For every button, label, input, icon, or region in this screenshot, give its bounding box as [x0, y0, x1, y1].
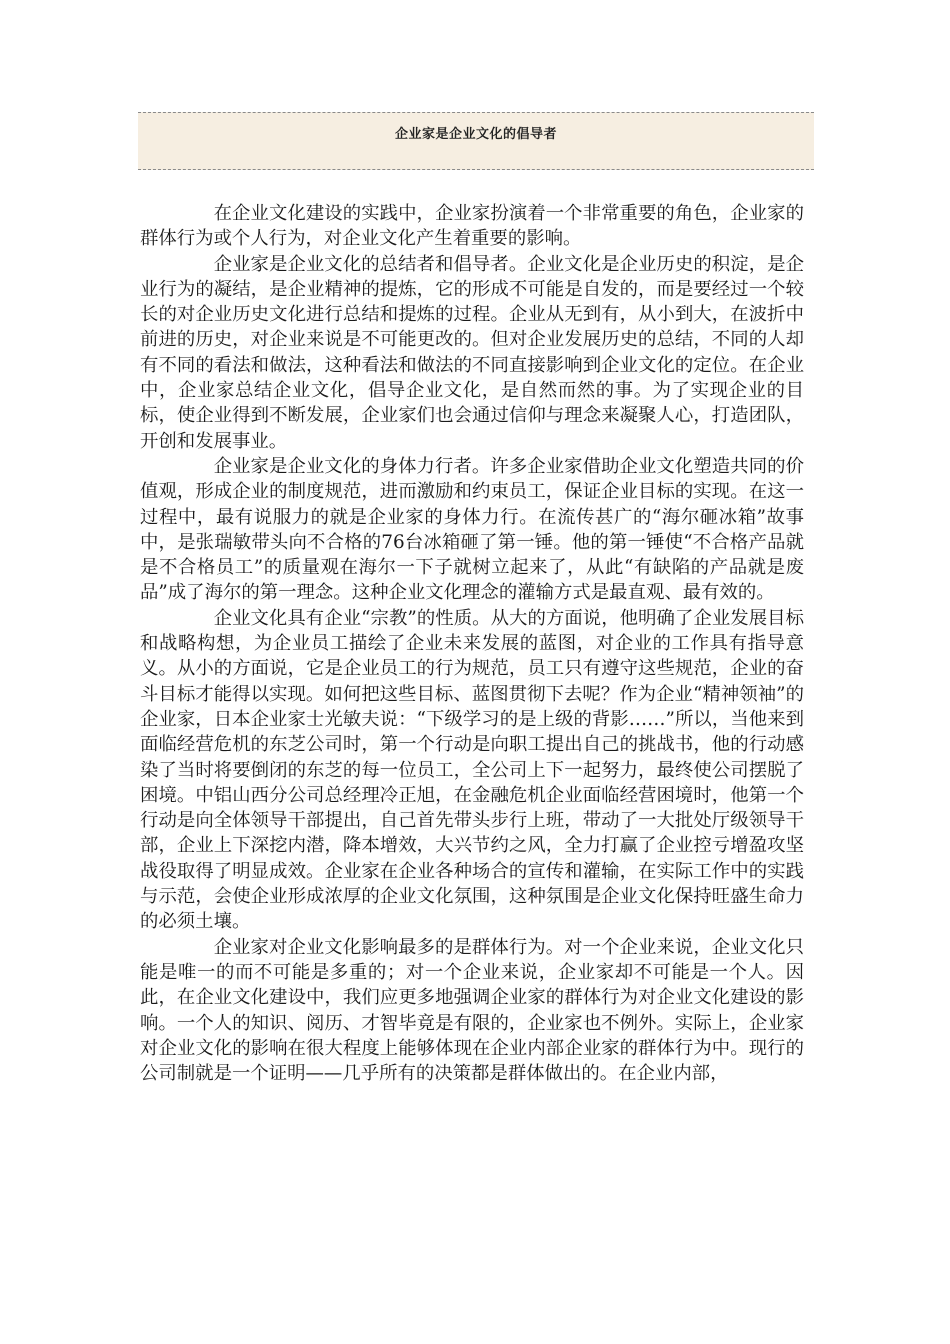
document-title: 企业家是企业文化的倡导者 — [394, 127, 557, 142]
paragraph-2: 企业家是企业文化的总结者和倡导者。企业文化是企业历史的积淀，是企业行为的凝结，是企业精神的提炼，它的形成不可能是自发的，而是要经过一个较长的对企业历史文化进行总结和提炼的过程。企业从无到有，从小到大，在波折中前进的历史，对企业来说是不可能更改的。但对企业发展历史的总结，不同的人却有不同的看法和做法，这种看法和做法的不同直接影响到企业文化的定位。在企业中，企业家总结企业文化，倡导企业文化，是自然而然的事。为了实现企业的目标，使企业得到不断发展，企业家们也会通过信仰与理念来凝聚人心，打造团队，开创和发展事业。 — [140, 253, 804, 452]
paragraph-4: 企业文化具有企业“宗教”的性质。从大的方面说，他明确了企业发展目标和战略构想，为企业员工描绘了企业未来发展的蓝图，对企业的工作具有指导意义。从小的方面说，它是企业员工的行为规范，员工只有遵守这些规范，企业的奋斗目标才能得以实现。如何把这些目标、蓝图贯彻下去呢？作为企业“精神领袖”的企业家，日本企业家士光敏夫说：“下级学习的是上级的背影……”所以，当他来到面临经营危机的东芝公司时，第一个行动是向职工提出自己的挑战书，他的行动感染了当时将要倒闭的东芝的每一位员工，全公司上下一起努力，最终使公司摆脱了困境。中铝山西分公司总经理冷正旭，在金融危机企业面临经营困境时，他第一个行动是向全体领导干部提出，自己首先带头步行上班，带动了一大批处厅级领导干部，企业上下深挖内潜，降本增效，大兴节约之风，全力打赢了企业控亏增盈攻坚战役取得了明显成效。企业家在企业各种场合的宣传和灌输，在实际工作中的实践与示范，会使企业形成浓厚的企业文化氛围，这种氛围是企业文化保持旺盛生命力的必须土壤。 — [140, 607, 804, 933]
title-banner — [138, 112, 814, 170]
paragraph-3: 企业家是企业文化的身体力行者。许多企业家借助企业文化塑造共同的价值观，形成企业的制度规范，进而激励和约束员工，保证企业目标的实现。在这一过程中，最有说服力的就是企业家的身体力行。在流传甚广的“海尔砸冰箱”故事中，是张瑞敏带头向不合格的76台冰箱砸了第一锤。他的第一锤使“不合格产品就是不合格员工”的质量观在海尔一下子就树立起来了，从此“有缺陷的产品就是废品”成了海尔的第一理念。这种企业文化理念的灌输方式是最直观、最有效的。 — [140, 455, 804, 604]
article-body — [140, 201, 804, 1086]
paragraph-5: 企业家对企业文化影响最多的是群体行为。对一个企业来说，企业文化只能是唯一的而不可能是多重的；对一个企业来说，企业家却不可能是一个人。因此，在企业文化建设中，我们应更多地强调企业家的群体行为对企业文化建设的影响。一个人的知识、阅历、才智毕竟是有限的，企业家也不例外。实际上，企业家对企业文化的影响在很大程度上能够体现在企业内部企业家的群体行为中。现行的公司制就是一个证明——几乎所有的决策都是群体做出的。在企业内部， — [140, 936, 804, 1085]
paragraph-1: 在企业文化建设的实践中，企业家扮演着一个非常重要的角色，企业家的群体行为或个人行为，对企业文化产生着重要的影响。 — [140, 203, 804, 250]
